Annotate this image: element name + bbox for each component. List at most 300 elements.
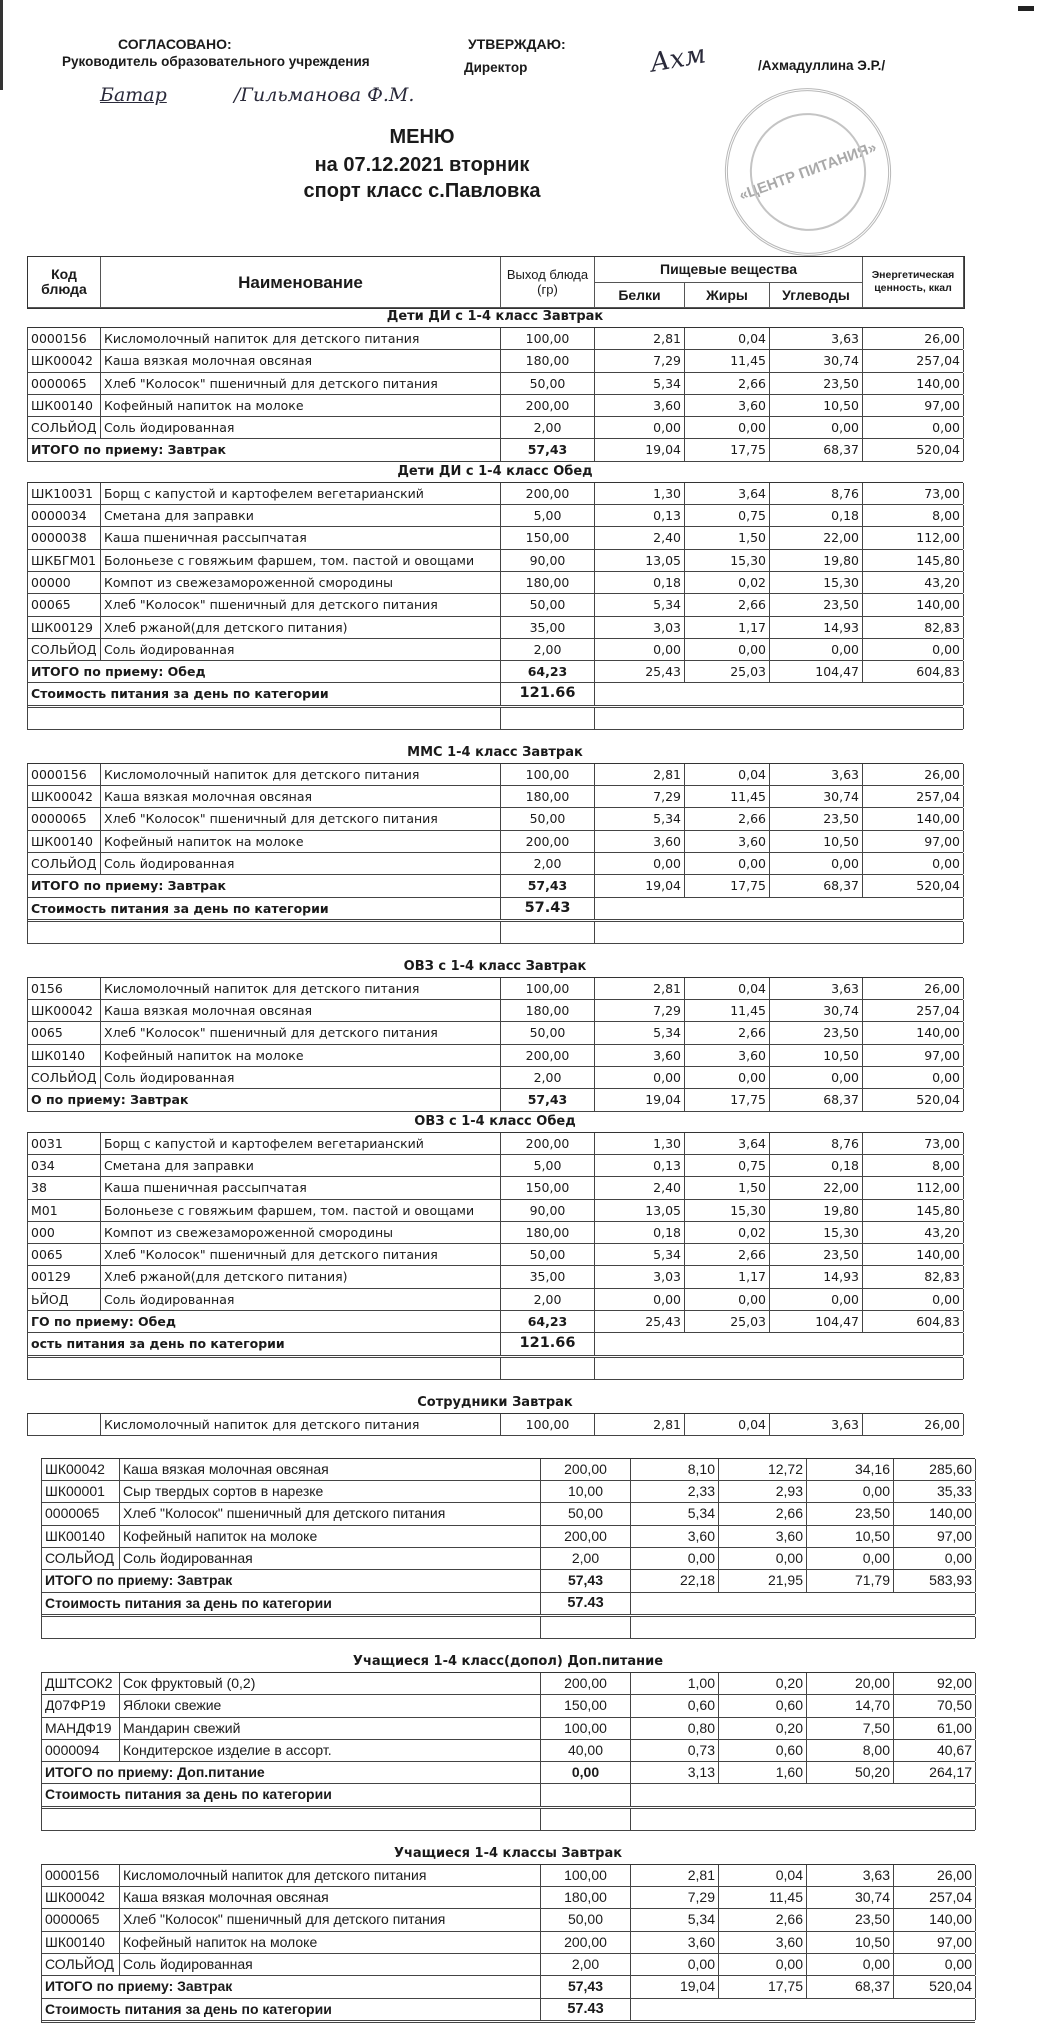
dish-yield: 5,00 (501, 1155, 595, 1176)
dish-energy: 140,00 (863, 1244, 964, 1265)
section-table (27, 977, 963, 1112)
dish-carbs: 0,00 (770, 1289, 863, 1310)
dish-protein: 5,34 (595, 808, 685, 829)
dish-name: Кофейный напиток на молоке (120, 1526, 541, 1547)
dish-name: Кисломолочный напиток для детского питания (101, 764, 501, 785)
dish-carbs: 22,00 (770, 1177, 863, 1198)
dish-code: ШК0140 (28, 1045, 101, 1066)
dish-fat: 11,45 (685, 1000, 770, 1021)
dish-code (28, 1414, 101, 1435)
dish-name: Хлеб "Колосок" пшеничный для детского питания (101, 1022, 501, 1043)
dish-fat: 2,93 (719, 1481, 807, 1502)
agreed-role: Руководитель образовательного учреждения (62, 54, 370, 69)
total-value: 68,37 (770, 875, 863, 896)
section-table (27, 327, 963, 462)
menu-section (41, 1844, 975, 2023)
dish-energy: 140,00 (863, 373, 964, 394)
cost-value: 57.43 (541, 1999, 631, 2020)
dish-energy: 82,83 (863, 617, 964, 638)
table-row (42, 1503, 975, 1525)
dish-name: Соль йодированная (101, 639, 501, 660)
total-label: ИТОГО по приему: Завтрак (42, 1976, 541, 1997)
dish-carbs: 22,00 (770, 527, 863, 548)
dish-fat: 0,00 (719, 1954, 807, 1975)
dish-yield: 40,00 (541, 1740, 631, 1761)
dish-carbs: 0,18 (770, 1155, 863, 1176)
total-value: 583,93 (894, 1570, 976, 1591)
table-row (28, 1155, 963, 1177)
dish-code: 0000065 (42, 1503, 120, 1524)
dish-fat: 11,45 (719, 1887, 807, 1908)
total-label: ИТОГО по приему: Доп.питание (42, 1762, 541, 1783)
dish-yield: 5,00 (501, 505, 595, 526)
dish-protein: 1,30 (595, 1133, 685, 1154)
dish-name: Сок фруктовый (0,2) (120, 1673, 541, 1694)
dish-yield: 100,00 (541, 1865, 631, 1886)
section-title: ОВЗ с 1-4 класс Обед (414, 1113, 576, 1129)
table-row (28, 1067, 963, 1089)
dish-yield: 35,00 (501, 617, 595, 638)
table-row (42, 1548, 975, 1570)
agreed-name: /Гильманова Ф.М. (234, 84, 415, 106)
section-title: ММС 1-4 класс Завтрак (407, 744, 583, 760)
dish-protein: 2,40 (595, 527, 685, 548)
total-label: ГО по приему: Обед (28, 1311, 501, 1332)
dish-name: Яблоки свежие (120, 1695, 541, 1716)
dish-name: Кофейный напиток на молоке (101, 395, 501, 416)
dish-yield: 180,00 (501, 572, 595, 593)
dish-energy: 285,60 (894, 1459, 976, 1480)
total-label: ИТОГО по приему: Завтрак (42, 1570, 541, 1591)
section-title: Дети ДИ с 1-4 класс Завтрак (386, 309, 604, 324)
table-row (28, 350, 963, 372)
dish-fat: 0,00 (719, 1548, 807, 1569)
table-row (42, 1932, 975, 1954)
table-row (42, 1954, 975, 1976)
dish-name: Каша пшеничная рассыпчатая (101, 527, 501, 548)
dish-protein: 1,30 (595, 483, 685, 504)
dish-name: Сыр твердых сортов в нарезке (120, 1481, 541, 1502)
blank-row (28, 922, 963, 944)
table-row (28, 764, 963, 786)
section-table (27, 763, 963, 944)
dish-yield: 2,00 (501, 1289, 595, 1310)
dish-name: Хлеб ржаной(для детского питания) (101, 617, 501, 638)
dish-protein: 7,29 (595, 350, 685, 371)
total-value: 71,79 (807, 1570, 894, 1591)
total-value: 68,37 (770, 439, 863, 460)
dish-code: 0000094 (42, 1740, 120, 1761)
dish-name: Болоньезе с говяжьим фаршем, том. пастой и овощами (101, 550, 501, 571)
dish-protein: 0,73 (631, 1740, 719, 1761)
dish-carbs: 8,00 (807, 1740, 894, 1761)
blank-cell (595, 1358, 964, 1379)
dish-fat: 0,00 (685, 1289, 770, 1310)
dish-name: Соль йодированная (101, 1067, 501, 1088)
col-protein: Белки (595, 283, 685, 308)
dish-code: 0031 (28, 1133, 101, 1154)
cost-label: Стоимость питания за день по категории (42, 1784, 541, 1805)
dish-energy: 73,00 (863, 483, 964, 504)
organization-stamp (701, 65, 914, 280)
dish-code: ШК00140 (28, 395, 101, 416)
dish-protein: 0,00 (595, 639, 685, 660)
dish-name: Хлеб "Колосок" пшеничный для детского питания (101, 373, 501, 394)
dish-code: Д07ФР19 (42, 1695, 120, 1716)
dish-fat: 0,00 (685, 1067, 770, 1088)
dish-carbs: 19,80 (770, 1200, 863, 1221)
section-title: Учащиеся 1-4 классы Завтрак (393, 1845, 623, 1861)
dish-yield: 180,00 (501, 1000, 595, 1021)
blank-cell (631, 1809, 976, 1830)
dish-protein: 3,60 (595, 831, 685, 852)
stamp-text: «ЦЕНТР ПИТАНИЯ» (736, 138, 879, 205)
dish-yield: 100,00 (501, 1414, 595, 1435)
menu-location: спорт класс с.Павловка (303, 180, 541, 202)
cost-row (28, 1333, 963, 1357)
dish-carbs: 30,74 (770, 786, 863, 807)
dish-energy: 97,00 (894, 1932, 976, 1953)
dish-protein: 3,60 (595, 395, 685, 416)
table-row (28, 1133, 963, 1155)
total-value: 57,43 (501, 439, 595, 460)
blank-row (42, 1809, 975, 1831)
dish-name: Кисломолочный напиток для детского питания (101, 328, 501, 349)
total-value: 0,00 (541, 1762, 631, 1783)
dish-yield: 50,00 (501, 1022, 595, 1043)
dish-name: Борщ с капустой и картофелем вегетарианский (101, 1133, 501, 1154)
dish-protein: 0,60 (631, 1695, 719, 1716)
dish-energy: 61,00 (894, 1718, 976, 1739)
dish-yield: 180,00 (501, 786, 595, 807)
dish-yield: 2,00 (501, 853, 595, 874)
total-value: 17,75 (685, 1089, 770, 1110)
cost-empty (595, 898, 964, 919)
dish-name: Кофейный напиток на молоке (120, 1932, 541, 1953)
dish-name: Каша пшеничная рассыпчатая (101, 1177, 501, 1198)
dish-carbs: 3,63 (770, 978, 863, 999)
total-value: 3,13 (631, 1762, 719, 1783)
dish-protein: 0,00 (595, 1289, 685, 1310)
dish-protein: 7,29 (631, 1887, 719, 1908)
cost-label: Стоимость питания за день по категории (28, 683, 501, 704)
dish-energy: 70,50 (894, 1695, 976, 1716)
menu-section (27, 957, 963, 1112)
dish-carbs: 23,50 (770, 1244, 863, 1265)
section-title: Сотрудники Завтрак (417, 1394, 573, 1410)
table-row (28, 594, 963, 616)
dish-protein: 5,34 (595, 1244, 685, 1265)
table-row (28, 527, 963, 549)
dish-fat: 0,20 (719, 1673, 807, 1694)
dish-fat: 15,30 (685, 1200, 770, 1221)
table-row (28, 1266, 963, 1288)
dish-code: 0000156 (42, 1865, 120, 1886)
dish-name: Кисломолочный напиток для детского питания (120, 1865, 541, 1886)
dish-carbs: 34,16 (807, 1459, 894, 1480)
section-title: Дети ДИ с 1-4 класс Обед (397, 463, 593, 479)
dish-fat: 0,60 (719, 1695, 807, 1716)
table-row (42, 1673, 975, 1695)
approve-signature: Ахм (647, 39, 709, 79)
cost-label: Стоимость питания за день по категории (28, 898, 501, 919)
dish-energy: 140,00 (863, 1022, 964, 1043)
dish-name: Хлеб "Колосок" пшеничный для детского питания (101, 808, 501, 829)
dish-name: Кофейный напиток на молоке (101, 1045, 501, 1066)
table-header (27, 256, 965, 309)
total-value: 19,04 (595, 875, 685, 896)
dish-energy: 35,33 (894, 1481, 976, 1502)
blank-row (28, 708, 963, 730)
dish-fat: 3,64 (685, 483, 770, 504)
dish-name: Каша вязкая молочная овсяная (101, 786, 501, 807)
dish-name: Кофейный напиток на молоке (101, 831, 501, 852)
dish-name: Соль йодированная (101, 853, 501, 874)
dish-energy: 82,83 (863, 1266, 964, 1287)
dish-fat: 0,75 (685, 1155, 770, 1176)
scan-edge (0, 0, 3, 90)
table-row (28, 1414, 963, 1436)
total-row (28, 1311, 963, 1333)
dish-carbs: 0,00 (770, 1067, 863, 1088)
dish-yield: 2,00 (541, 1548, 631, 1569)
dish-name: Сметана для заправки (101, 505, 501, 526)
dish-protein: 2,81 (595, 764, 685, 785)
table-row (42, 1459, 975, 1481)
dish-energy: 43,20 (863, 572, 964, 593)
dish-name: Хлеб ржаной(для детского питания) (101, 1266, 501, 1287)
menu-sections (0, 307, 1037, 2023)
total-value: 57,43 (501, 875, 595, 896)
dish-code: ШК00140 (42, 1932, 120, 1953)
dish-fat: 1,17 (685, 617, 770, 638)
dish-carbs: 19,80 (770, 550, 863, 571)
dish-code: 0000156 (28, 328, 101, 349)
dish-yield: 200,00 (501, 1133, 595, 1154)
total-row (42, 1762, 975, 1784)
dish-code: 0000156 (28, 764, 101, 785)
table-row (28, 853, 963, 875)
approve-name: /Ахмадуллина Э.Р./ (758, 58, 886, 73)
dish-carbs: 0,00 (807, 1548, 894, 1569)
dish-protein: 2,40 (595, 1177, 685, 1198)
total-label: ИТОГО по приему: Завтрак (28, 439, 501, 460)
total-value: 25,43 (595, 1311, 685, 1332)
dish-code: МАНДФ19 (42, 1718, 120, 1739)
dish-name: Борщ с капустой и картофелем вегетарианский (101, 483, 501, 504)
cost-value (541, 1784, 631, 1805)
dish-protein: 5,34 (595, 1022, 685, 1043)
section-gap (0, 1380, 1037, 1393)
dish-protein: 2,81 (595, 328, 685, 349)
table-row (28, 786, 963, 808)
dish-code: СОЛЬЙОД (42, 1548, 120, 1569)
dish-code: ЬЙОД (28, 1289, 101, 1310)
dish-name: Соль йодированная (120, 1954, 541, 1975)
dish-yield: 100,00 (501, 328, 595, 349)
dish-energy: 140,00 (863, 808, 964, 829)
dish-code: СОЛЬЙОД (42, 1954, 120, 1975)
dish-protein: 0,00 (631, 1954, 719, 1975)
dish-yield: 35,00 (501, 1266, 595, 1287)
dish-code: ШК00042 (28, 1000, 101, 1021)
dish-yield: 200,00 (541, 1932, 631, 1953)
dish-yield: 180,00 (501, 350, 595, 371)
dish-carbs: 3,63 (770, 1414, 863, 1435)
table-row (28, 328, 963, 350)
total-value: 57,43 (541, 1976, 631, 1997)
blank-cell (501, 708, 595, 729)
cost-label: ость питания за день по категории (28, 1333, 501, 1354)
table-row (28, 373, 963, 395)
dish-protein: 0,00 (595, 1067, 685, 1088)
dish-fat: 2,66 (685, 1022, 770, 1043)
dish-energy: 0,00 (863, 1289, 964, 1310)
dish-fat: 0,60 (719, 1740, 807, 1761)
dish-carbs: 7,50 (807, 1718, 894, 1739)
section-table (41, 1672, 975, 1831)
section-gap (0, 1831, 1037, 1844)
total-row (28, 661, 963, 683)
total-value: 68,37 (770, 1089, 863, 1110)
dish-protein: 0,18 (595, 572, 685, 593)
dish-code: 00065 (28, 594, 101, 615)
dish-code: 0156 (28, 978, 101, 999)
blank-row (42, 1617, 975, 1639)
blank-cell (595, 708, 964, 729)
table-row (28, 505, 963, 527)
dish-fat: 3,60 (685, 1045, 770, 1066)
dish-energy: 0,00 (863, 417, 964, 438)
dish-fat: 2,66 (685, 373, 770, 394)
col-carbs: Углеводы (770, 283, 863, 308)
total-value: 17,75 (685, 875, 770, 896)
table-row (42, 1909, 975, 1931)
dish-carbs: 0,00 (770, 417, 863, 438)
table-row (28, 483, 963, 505)
dish-yield: 200,00 (501, 1045, 595, 1066)
col-name: Наименование (101, 257, 501, 308)
total-value: 104,47 (770, 661, 863, 682)
section-title: ОВЗ с 1-4 класс Завтрак (403, 958, 587, 974)
dish-protein: 5,34 (595, 594, 685, 615)
dish-carbs: 10,50 (770, 1045, 863, 1066)
blank-row (28, 1358, 963, 1380)
cost-row (28, 898, 963, 922)
dish-fat: 2,66 (719, 1909, 807, 1930)
dish-protein: 0,80 (631, 1718, 719, 1739)
dish-yield: 100,00 (541, 1718, 631, 1739)
table-row (28, 1244, 963, 1266)
dish-energy: 0,00 (863, 1067, 964, 1088)
dish-protein: 0,18 (595, 1222, 685, 1243)
table-row (28, 617, 963, 639)
dish-carbs: 0,00 (770, 639, 863, 660)
dish-yield: 90,00 (501, 1200, 595, 1221)
table-row (28, 572, 963, 594)
table-row (28, 1177, 963, 1199)
dish-code: СОЛЬЙОД (28, 639, 101, 660)
dish-protein: 3,60 (595, 1045, 685, 1066)
total-value: 64,23 (501, 661, 595, 682)
dish-energy: 40,67 (894, 1740, 976, 1761)
dish-protein: 2,81 (631, 1865, 719, 1886)
dish-fat: 0,04 (685, 764, 770, 785)
dish-carbs: 23,50 (770, 373, 863, 394)
table-row (28, 1000, 963, 1022)
dish-yield: 150,00 (501, 1177, 595, 1198)
dish-energy: 97,00 (894, 1526, 976, 1547)
menu-section (27, 743, 963, 944)
dish-code: СОЛЬЙОД (28, 417, 101, 438)
table-row (42, 1740, 975, 1762)
dish-code: 0000034 (28, 505, 101, 526)
dish-carbs: 14,93 (770, 617, 863, 638)
dish-energy: 97,00 (863, 395, 964, 416)
dish-fat: 2,66 (685, 594, 770, 615)
total-value: 520,04 (863, 1089, 964, 1110)
dish-carbs: 14,70 (807, 1695, 894, 1716)
dish-carbs: 23,50 (770, 594, 863, 615)
table-row (42, 1526, 975, 1548)
dish-name: Каша вязкая молочная овсяная (120, 1887, 541, 1908)
dish-protein: 8,10 (631, 1459, 719, 1480)
blank-cell (42, 1809, 541, 1830)
blank-cell (501, 1358, 595, 1379)
cost-empty (595, 683, 964, 704)
dish-energy: 8,00 (863, 1155, 964, 1176)
blank-cell (42, 1617, 541, 1638)
dish-code: ШК00042 (28, 350, 101, 371)
dish-yield: 2,00 (501, 417, 595, 438)
dish-protein: 5,34 (595, 373, 685, 394)
menu-title: МЕНЮ (389, 126, 455, 148)
section-gap (0, 730, 1037, 743)
dish-carbs: 8,76 (770, 483, 863, 504)
cost-row (42, 1999, 975, 2023)
dish-fat: 15,30 (685, 550, 770, 571)
cost-value: 57.43 (541, 1593, 631, 1614)
dish-fat: 2,66 (719, 1503, 807, 1524)
dish-carbs: 30,74 (770, 350, 863, 371)
dish-energy: 145,80 (863, 550, 964, 571)
total-row (28, 875, 963, 897)
dish-protein: 3,03 (595, 617, 685, 638)
dish-yield: 150,00 (501, 527, 595, 548)
table-row (28, 831, 963, 853)
total-label: О по приему: Завтрак (28, 1089, 501, 1110)
menu-date: на 07.12.2021 вторник (314, 154, 530, 176)
dish-yield: 50,00 (501, 594, 595, 615)
dish-code: 000 (28, 1222, 101, 1243)
dish-yield: 2,00 (501, 1067, 595, 1088)
dish-yield: 200,00 (541, 1526, 631, 1547)
table-row (28, 395, 963, 417)
dish-protein: 7,29 (595, 786, 685, 807)
dish-fat: 3,60 (685, 831, 770, 852)
dish-code: ШК00042 (28, 786, 101, 807)
col-nutrients: Пищевые вещества (595, 257, 863, 283)
total-value: 57,43 (541, 1570, 631, 1591)
dish-protein: 13,05 (595, 1200, 685, 1221)
dish-yield: 90,00 (501, 550, 595, 571)
dish-carbs: 30,74 (807, 1887, 894, 1908)
dish-fat: 2,66 (685, 808, 770, 829)
table-row (28, 808, 963, 830)
dish-yield: 200,00 (501, 831, 595, 852)
total-value: 604,83 (863, 661, 964, 682)
dish-protein: 5,34 (631, 1503, 719, 1524)
